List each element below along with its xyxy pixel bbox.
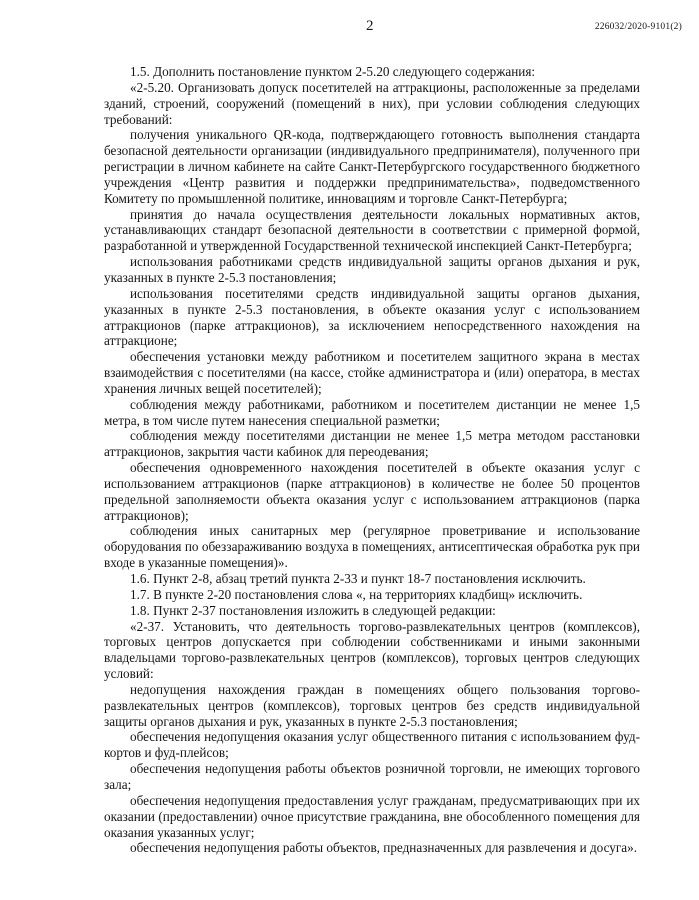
paragraph: обеспечения одновременного нахождения посетителей в объекте оказания услуг с использованием аттракционов (парке аттракционов) в количестве не более 50 процентов предельной заполняемости объекта оказания услуг с использованием аттракционов (парка аттракционов);	[104, 460, 640, 523]
paragraph: принятия до начала осуществления деятельности локальных нормативных актов, устанавливающих стандарт безопасной деятельности в соответствии с примерной формой, разработанной и утвержденной Государственной технической инспекцией Санкт-Петербурга;	[104, 206, 640, 254]
paragraph: «2-37. Установить, что деятельность торгово-развлекательных центров (комплексов), торговых центров допускается при соблюдении собственниками и иными законными владельцами торгово-развлекательных центров (комплексов), торговых центров следующих условий:	[104, 618, 640, 682]
paragraph: обеспечения недопущения предоставления услуг гражданам, предусматривающих при их оказании (предоставлении) очное присутствие гражданина, вне обособленного помещения для оказания указанных услуг;	[104, 792, 640, 840]
paragraph: соблюдения между посетителями дистанции не менее 1,5 метра методом расстановки аттракционов, закрытия части кабинок для переодевания;	[104, 428, 640, 460]
paragraph: недопущения нахождения граждан в помещениях общего пользования торгово-развлекательных центров (комплексов), торговых центров без средств индивидуальной защиты органов дыхания и рук, указанных в пункте 2-5.3 постановления;	[104, 681, 640, 729]
paragraph: 1.6. Пункт 2-8, абзац третий пункта 2-33 и пункт 18-7 постановления исключить.	[130, 571, 586, 586]
page-number: 2	[366, 18, 374, 34]
paragraph: соблюдения иных санитарных мер (регулярное проветривание и использование оборудования по обеззараживанию воздуха в помещениях, антисептическая обработка рук при входе в указанные помещения)».	[104, 523, 640, 571]
paragraph: обеспечения установки между работником и посетителем защитного экрана в местах взаимодействия с посетителями (на кассе, стойке администратора и (или) оператора, в местах хранения личных вещей посетителей);	[104, 349, 640, 396]
document-code: 226032/2020-9101(2)	[594, 22, 682, 32]
paragraph: 1.8. Пункт 2-37 постановления изложить в следующей редакции:	[130, 602, 496, 618]
paragraph: обеспечения недопущения оказания услуг общественного питания с использованием фуд-кортов и фуд-плейсов;	[104, 729, 640, 761]
paragraph: использования работниками средств индивидуальной защиты органов дыхания и рук, указанных в пункте 2-5.3 постановления;	[104, 254, 640, 285]
paragraph: 1.5. Дополнить постановление пунктом 2-5.20 следующего содержания:	[130, 64, 536, 79]
document-body	[104, 64, 640, 856]
paragraph: соблюдения между работниками, работником и посетителем дистанции не менее 1,5 метра, в том числе путем нанесения специальной разметки;	[104, 396, 640, 428]
paragraph: «2-5.20. Организовать допуск посетителей на аттракционы, расположенные за пределами зданий, строений, сооружений (помещений в них), при условии соблюдения следующих требований:	[104, 79, 640, 127]
paragraph: 1.7. В пункте 2-20 постановления слова «, на территориях кладбищ» исключить.	[130, 586, 583, 602]
paragraph: использования посетителями средств индивидуальной защиты органов дыхания, указанных в пункте 2-5.3 постановления, в объекте оказания услуг с использованием аттракционов (парке аттракционов), за исключением непосредственного нахождения на аттракционе;	[104, 285, 640, 349]
paragraph: обеспечения недопущения работы объектов, предназначенных для развлечения и досуга».	[130, 840, 638, 856]
paragraph: получения уникального QR-кода, подтверждающего готовность выполнения стандарта безопасной деятельности организации (индивидуального предпринимателя), полученного при регистрации в личном кабинете на сайте Санкт-Петербургского государственного бюджетного учреждения «Центр развития и поддержки предпринимательства», подведомственного Комитету по промышленной политике, инновациям и торговле Санкт-Петербурга;	[104, 127, 640, 206]
paragraph: обеспечения недопущения работы объектов розничной торговли, не имеющих торгового зала;	[104, 761, 640, 792]
